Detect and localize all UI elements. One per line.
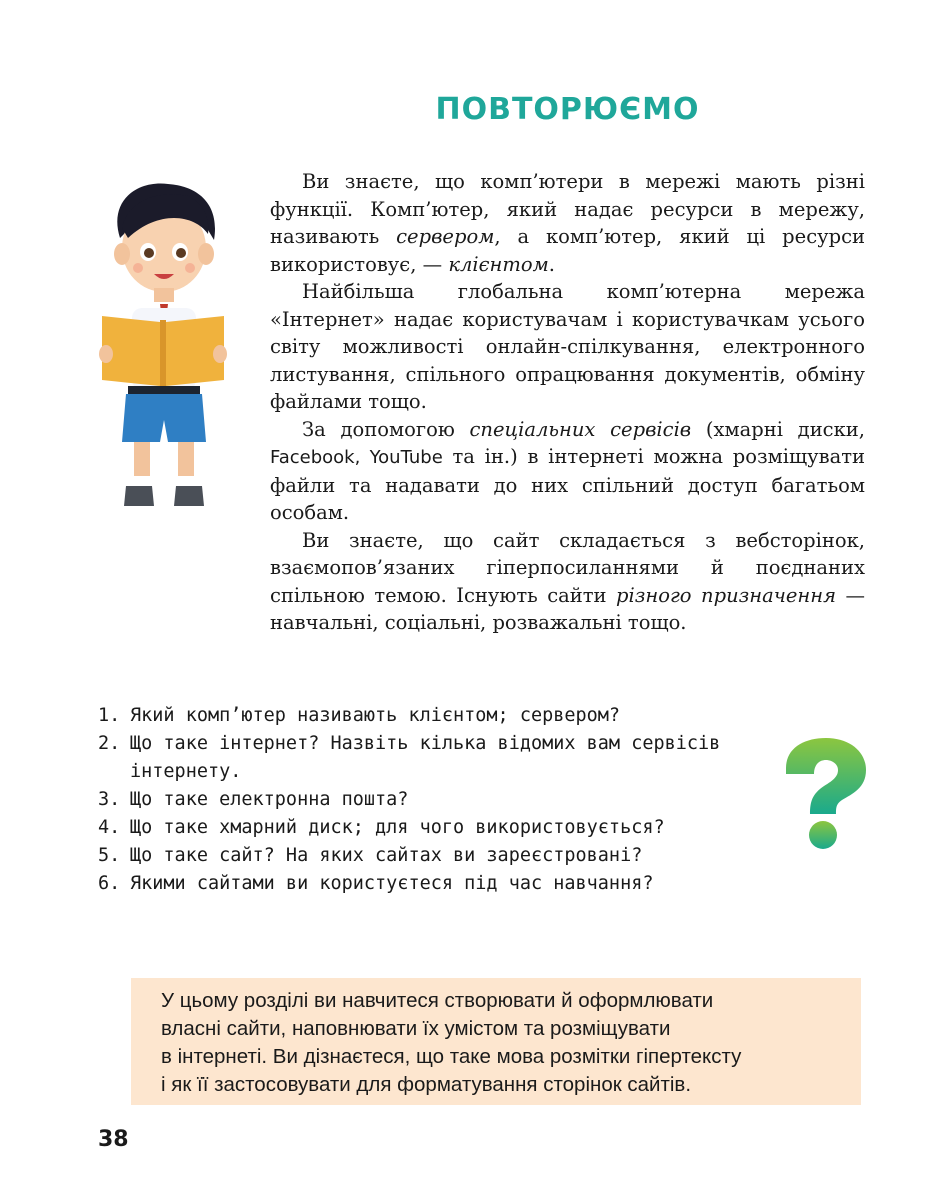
question-item: 6. Якими сайтами ви користуєтеся під час навчання?: [98, 873, 654, 894]
question-item: 5. Що таке сайт? На яких сайтах ви зареєстровані?: [98, 845, 643, 866]
section-title: ПОВТОРЮЄМО: [435, 92, 700, 127]
question-item: 1. Який комп’ютер називають клієнтом; сервером?: [98, 705, 621, 726]
term-special-services: спеціальних сервісів: [469, 417, 692, 441]
question-list: [98, 702, 798, 898]
note-line: і як її застосовувати для форматування сторінок сайтів.: [161, 1073, 692, 1096]
intro-text: [270, 168, 865, 637]
intro-paragraph-3: За допомогою спеціальних сервісів (хмарні диски, Facebook, YouTube та ін.) в інтернеті можна розміщувати файли та надавати до них спільний доступ багатьом особам.: [270, 417, 865, 524]
question-mark-icon: [782, 738, 868, 850]
intro-paragraph-4: Ви знаєте, що сайт складається з вебсторінок, взаємопов’язаних гіперпосиланнями й поєднаних спільною темою. Існують сайти різного призначення — навчальні, соціальні, розважальні тощо.: [270, 528, 865, 634]
term-client: клієнтом: [448, 252, 549, 276]
chapter-note: [131, 978, 861, 1105]
service-names: Facebook, YouTube: [270, 447, 443, 468]
note-line: в інтернеті. Ви дізнаєтеся, що таке мова розмітки гіпертексту: [161, 1045, 742, 1068]
question-item: 4. Що таке хмарний диск; для чого використовується?: [98, 817, 665, 838]
intro-paragraph-2: Найбільша глобальна комп’ютерна мережа «Інтернет» надає користувачам і користувачкам усього світу можливості онлайн-спілкування, електронного листування, спільного опрацювання документів, обміну файлами тощо.: [270, 280, 865, 413]
question-item: 2. Що таке інтернет? Назвіть кілька відомих вам сервісів інтернету.: [98, 733, 721, 782]
page-number: 38: [98, 1127, 129, 1152]
boy-reading-book-icon: [98, 180, 228, 520]
question-item: 3. Що таке електронна пошта?: [98, 789, 409, 810]
term-different-purpose: різного призначення: [616, 583, 837, 607]
intro-paragraph-1: Ви знаєте, що комп’ютери в мережі мають різні функції. Комп’ютер, який надає ресурси в мережу, називають сервером, а комп’ютер, який ці ресурси використовує, — клієнтом.: [270, 170, 865, 276]
note-line: власні сайти, наповнювати їх умістом та розміщувати: [161, 1017, 671, 1040]
note-line: У цьому розділі ви навчитеся створювати й оформлювати: [161, 989, 714, 1012]
term-server: сервером: [396, 225, 495, 248]
